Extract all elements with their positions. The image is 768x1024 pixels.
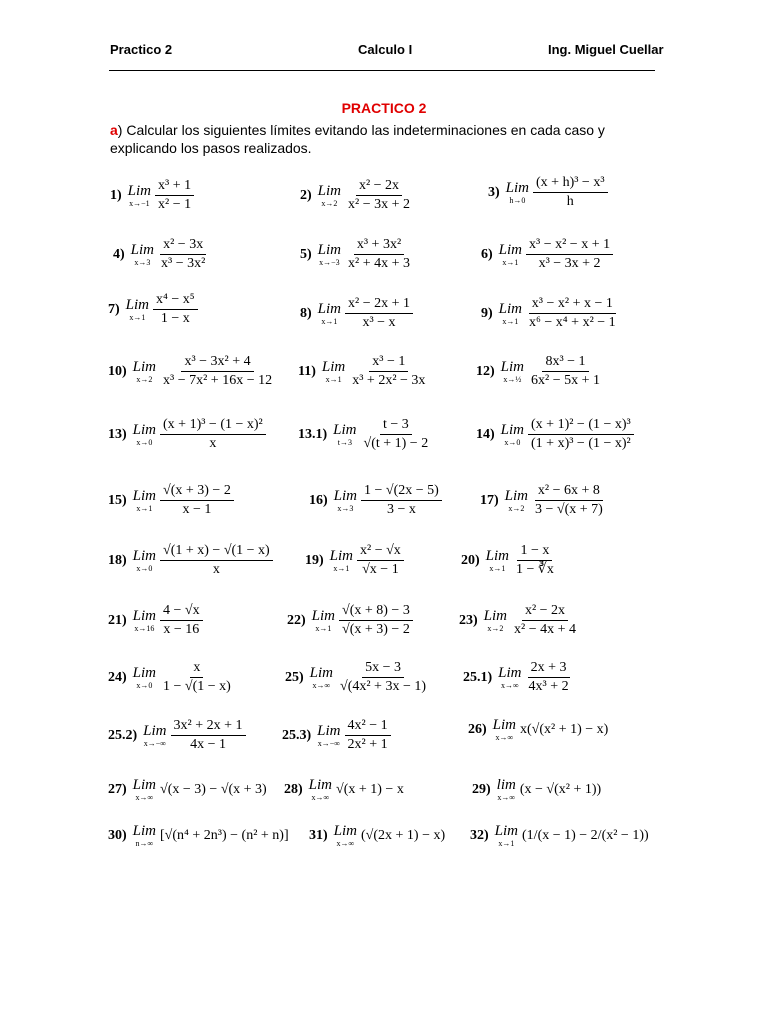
limit-approach: x→∞ [135,793,154,802]
limit-word: Lim [498,241,523,258]
limit-word: Lim [132,823,157,839]
limit-operator [143,724,166,748]
limit-word: Lim [311,607,336,624]
limit-approach: x→3 [337,503,354,513]
limit-word: Lim [130,241,155,258]
limit-approach: t→3 [337,437,352,447]
expression: √(x + 1) − x [336,782,404,797]
limit-approach: x→1 [498,839,515,848]
limit-approach: x→∞ [500,680,519,690]
instruction [110,121,650,157]
denominator: x³ − 7x² + 16x − 12 [163,373,273,389]
limit-word: Lim [143,722,167,739]
problem-number: 24) [108,669,127,685]
limit-approach: x→2 [487,623,504,633]
limit-word: Lim [498,664,522,681]
limit-word: Lim [333,823,358,839]
limit-word: Lim [317,722,341,739]
problem-number: 9) [481,305,493,321]
limit-word: Lim [309,664,334,681]
denominator: x − 1 [182,502,212,518]
limit-word: Lim [317,300,342,317]
denominator: 3 − √(x + 7) [535,502,603,518]
denominator: x⁶ − x⁴ + x² − 1 [529,315,616,331]
fraction [349,354,428,389]
limit-approach: x→16 [134,623,155,633]
denominator: x [209,436,217,452]
numerator: (x + 1)³ − (1 − x)² [160,417,266,435]
fraction [345,237,413,272]
limit-word: Lim [132,664,157,681]
problem-number: 12) [476,363,495,379]
problem-9 [481,296,619,331]
limit-approach: x→1 [489,563,506,573]
limit-word: Lim [329,547,354,564]
denominator: x³ − 3x + 2 [538,256,601,272]
limit-approach: x→−1 [129,198,150,208]
numerator: x³ − x² − x + 1 [526,237,613,255]
fraction [339,603,413,638]
problem-2 [300,178,413,213]
numerator: 5x − 3 [362,660,404,678]
fraction [511,603,579,638]
limit-operator [133,423,156,447]
fraction [337,660,429,695]
problem-number: 25.2) [108,727,138,743]
limit-operator [133,489,156,513]
limit-approach: x→∞ [495,733,514,742]
numerator: √(x + 3) − 2 [160,483,234,501]
problem-36 [470,824,649,848]
fraction [171,718,246,753]
numerator: x² − 2x [522,603,568,621]
denominator: x³ + 2x² − 3x [352,373,426,389]
limit-operator [330,549,353,573]
denominator: 1 − x [160,311,190,327]
limit-approach: x→½ [503,374,522,384]
denominator: 1 − √(1 − x) [163,679,231,695]
problem-31 [108,778,267,802]
limit-operator [505,489,528,513]
problem-24 [459,603,579,638]
problem-18 [480,483,606,518]
problem-4 [113,237,208,272]
instruction-text: ) Calcular los siguientes límites evitando las indeterminaciones en cada caso y explicando los pasos realizados. [110,122,605,156]
limit-word: Lim [494,823,519,839]
numerator: √(1 + x) − √(1 − x) [160,543,273,561]
limit-operator [126,298,149,322]
problem-23 [287,603,413,638]
denominator: √(t + 1) − 2 [363,436,429,452]
denominator: x² + 4x + 3 [348,256,411,272]
numerator: x⁴ − x⁵ [153,292,198,310]
limit-approach: x→1 [502,316,519,326]
fraction [345,178,413,213]
limit-operator [317,724,340,748]
limit-operator [318,243,341,267]
limit-word: Lim [505,179,530,196]
limit-word: Lim [317,241,342,258]
fraction [160,603,203,638]
denominator: 6x² − 5x + 1 [531,373,601,389]
limit-approach: x→−3 [319,257,340,267]
numerator: 4x² − 1 [345,718,391,736]
problem-8 [300,296,413,331]
denominator: 4x − 1 [190,737,226,753]
fraction [357,543,404,578]
limit-word: Lim [308,777,333,793]
problem-number: 14) [476,426,495,442]
limit-approach: x→1 [502,257,519,267]
header-instructor: Ing. Miguel Cuellar [548,42,664,57]
limit-operator [334,489,357,513]
limit-operator [322,360,345,384]
problem-number: 28) [284,782,303,797]
numerator: 1 − √(2x − 5) [361,483,442,501]
denominator: x − 16 [163,622,200,638]
limit-operator [133,609,156,633]
problem-number: 16) [309,492,328,508]
fraction [160,660,234,695]
numerator: t − 3 [380,417,412,435]
numerator: x³ − x² + x − 1 [529,296,616,314]
numerator: 3x² + 2x + 1 [171,718,246,736]
problem-28 [108,718,246,753]
page-title: PRACTICO 2 [341,100,427,116]
fraction [526,296,619,331]
problem-12 [476,354,603,389]
numerator: (x + h)³ − x³ [533,175,608,193]
limit-operator [486,549,509,573]
numerator: x² − √x [357,543,404,561]
limit-word: Lim [321,358,346,375]
limit-word: Lim [132,358,157,375]
fraction [155,178,194,213]
fraction [513,543,557,578]
problem-33 [472,778,601,802]
numerator: x³ + 3x² [354,237,404,255]
limit-word: Lim [500,421,525,438]
limit-word: Lim [333,421,357,438]
problem-number: 3) [488,184,500,200]
numerator: x² − 2x [356,178,402,196]
denominator: 2x² + 1 [347,737,388,753]
fraction [528,354,603,389]
denominator: √(x + 3) − 2 [342,622,410,638]
denominator: 1 − ∛x [516,562,554,578]
limit-operator [312,609,335,633]
limit-approach: x→2 [508,503,525,513]
problem-number: 21) [108,612,127,628]
limit-approach: x→∞ [312,680,331,690]
numerator: x² − 3x [160,237,206,255]
problem-10 [108,354,275,389]
problem-number: 6) [481,246,493,262]
problem-13 [108,417,266,452]
limit-approach: x→2 [321,198,338,208]
denominator: (1 + x)³ − (1 − x)² [531,436,631,452]
problem-26 [285,660,429,695]
header-course-name: Calculo I [358,42,413,57]
fraction [361,483,442,518]
denominator: x³ − x [362,315,396,331]
fraction [361,417,432,452]
problem-35 [309,824,445,848]
limit-operator [501,360,524,384]
problem-number: 19) [305,552,324,568]
limit-operator [309,778,332,802]
limit-word: Lim [492,717,517,733]
fraction [160,543,273,578]
limit-approach: x→1 [136,503,153,513]
problem-16 [108,483,234,518]
fraction [533,175,608,210]
denominator: 3 − x [386,502,416,518]
limit-approach: x→1 [333,563,350,573]
problem-17 [309,483,442,518]
numerator: 4 − √x [160,603,203,621]
problem-number: 23) [459,612,478,628]
header-rule [109,70,655,71]
limit-approach: x→0 [136,680,153,690]
limit-word: Lim [132,777,157,793]
denominator: h [566,194,574,210]
expression: √(x − 3) − √(x + 3) [160,782,267,797]
denominator: x³ − 3x² [161,256,206,272]
limit-operator [334,824,357,848]
limit-word: Lim [498,300,523,317]
limit-operator [133,824,156,848]
limit-operator [133,666,156,690]
expression: x(√(x² + 1) − x) [520,722,609,737]
limit-approach: x→1 [325,374,342,384]
limit-approach: x→∞ [336,839,355,848]
problem-number: 30) [108,828,127,843]
limit-word: Lim [125,296,150,313]
problem-34 [108,824,289,848]
limit-operator [506,181,529,205]
problem-number: 17) [480,492,499,508]
fraction [153,292,198,327]
fraction [526,660,572,695]
problem-number: 25.3) [282,727,312,743]
limit-operator [499,302,522,326]
problem-number: 8) [300,305,312,321]
denominator: x² − 1 [158,197,192,213]
problem-20 [305,543,404,578]
problem-number: 18) [108,552,127,568]
problem-number: 25.1) [463,669,493,685]
limit-approach: x→3 [134,257,151,267]
problem-14 [298,417,431,452]
limit-operator [498,666,521,690]
numerator: 2x + 3 [528,660,570,678]
problem-number: 1) [110,187,122,203]
limit-word: Lim [132,421,157,438]
problem-30 [468,718,608,742]
fraction [160,483,234,518]
problem-29 [282,718,391,753]
problem-number: 7) [108,301,120,317]
limit-word: Lim [127,182,152,199]
expression: [√(n⁴ + 2n³) − (n² + n)] [160,828,289,843]
numerator: x² − 6x + 8 [535,483,603,501]
numerator: x [190,660,203,678]
limit-word: Lim [483,607,508,624]
fraction [160,354,275,389]
problem-number: 5) [300,246,312,262]
limit-word: Lim [500,358,525,375]
denominator: √(4x² + 3x − 1) [340,679,427,695]
limit-word: Lim [132,607,157,624]
problem-15 [476,417,634,452]
limit-word: Lim [504,487,529,504]
limit-word: Lim [317,182,342,199]
problem-1 [110,178,194,213]
header-course-practice: Practico 2 [110,42,173,57]
limit-word: Lim [132,487,157,504]
expression: (x − √(x² + 1)) [519,782,602,797]
limit-approach: x→0 [504,437,521,447]
limit-approach: x→0 [136,563,153,573]
expression: (1/(x − 1) − 2/(x² − 1)) [522,828,649,843]
limit-approach: h→0 [509,195,526,205]
limit-operator [484,609,507,633]
limit-word: Lim [132,547,157,564]
fraction [345,718,391,753]
problem-number: 4) [113,246,125,262]
problem-25 [108,660,234,695]
limit-operator [499,243,522,267]
denominator: √x − 1 [362,562,399,578]
limit-approach: x→0 [136,437,153,447]
problem-number: 20) [461,552,480,568]
limit-operator [493,718,516,742]
limit-approach: x→2 [136,374,153,384]
problem-11 [298,354,428,389]
limit-operator [133,549,156,573]
limit-operator [128,184,151,208]
problem-number: 10) [108,363,127,379]
problem-21 [461,543,557,578]
limit-approach: x→∞ [311,793,330,802]
instruction-letter: a [110,122,118,138]
limit-approach: x→1 [321,316,338,326]
denominator: x² − 4x + 4 [514,622,577,638]
limit-operator [318,184,341,208]
problem-number: 32) [470,828,489,843]
numerator: x³ + 1 [155,178,194,196]
problem-number: 15) [108,492,127,508]
fraction [345,296,413,331]
limit-word: Lim [333,487,358,504]
denominator: 4x³ + 2 [528,679,569,695]
fraction [532,483,606,518]
limit-approach: n→∞ [135,839,154,848]
limit-operator [333,423,356,447]
problem-number: 26) [468,722,487,737]
fraction [158,237,208,272]
limit-operator [131,243,154,267]
limit-word: lim [496,777,516,793]
numerator: x³ − 3x² + 4 [181,354,253,372]
fraction [160,417,266,452]
problem-3 [488,175,608,210]
problem-22 [108,603,203,638]
problem-number: 2) [300,187,312,203]
problem-7 [108,292,198,327]
denominator: x² − 3x + 2 [348,197,411,213]
limit-word: Lim [485,547,510,564]
problem-number: 11) [298,363,316,379]
problem-number: 25) [285,669,304,685]
limit-operator [495,824,518,848]
expression: (√(2x + 1) − x) [361,828,446,843]
problem-number: 13.1) [298,426,328,442]
limit-approach: x→1 [129,312,146,322]
numerator: x³ − 1 [369,354,408,372]
limit-approach: x→−∞ [143,738,166,748]
problem-19 [108,543,273,578]
problem-number: 29) [472,782,491,797]
fraction [526,237,613,272]
limit-operator [310,666,333,690]
problem-32 [284,778,404,802]
problem-number: 31) [309,828,328,843]
problem-number: 27) [108,782,127,797]
limit-operator [133,778,156,802]
fraction [528,417,634,452]
denominator: x [212,562,220,578]
problem-6 [481,237,613,272]
limit-operator [133,360,156,384]
numerator: √(x + 8) − 3 [339,603,413,621]
limit-approach: x→∞ [497,793,516,802]
limit-approach: x→1 [315,623,332,633]
limit-approach: x→−∞ [317,738,340,748]
problem-number: 22) [287,612,306,628]
numerator: 1 − x [517,543,552,561]
problem-27 [463,660,572,695]
limit-operator [501,423,524,447]
problem-5 [300,237,413,272]
problem-number: 13) [108,426,127,442]
numerator: 8x³ − 1 [542,354,588,372]
numerator: x² − 2x + 1 [345,296,413,314]
limit-operator [497,778,516,802]
limit-operator [318,302,341,326]
numerator: (x + 1)² − (1 − x)³ [528,417,634,435]
